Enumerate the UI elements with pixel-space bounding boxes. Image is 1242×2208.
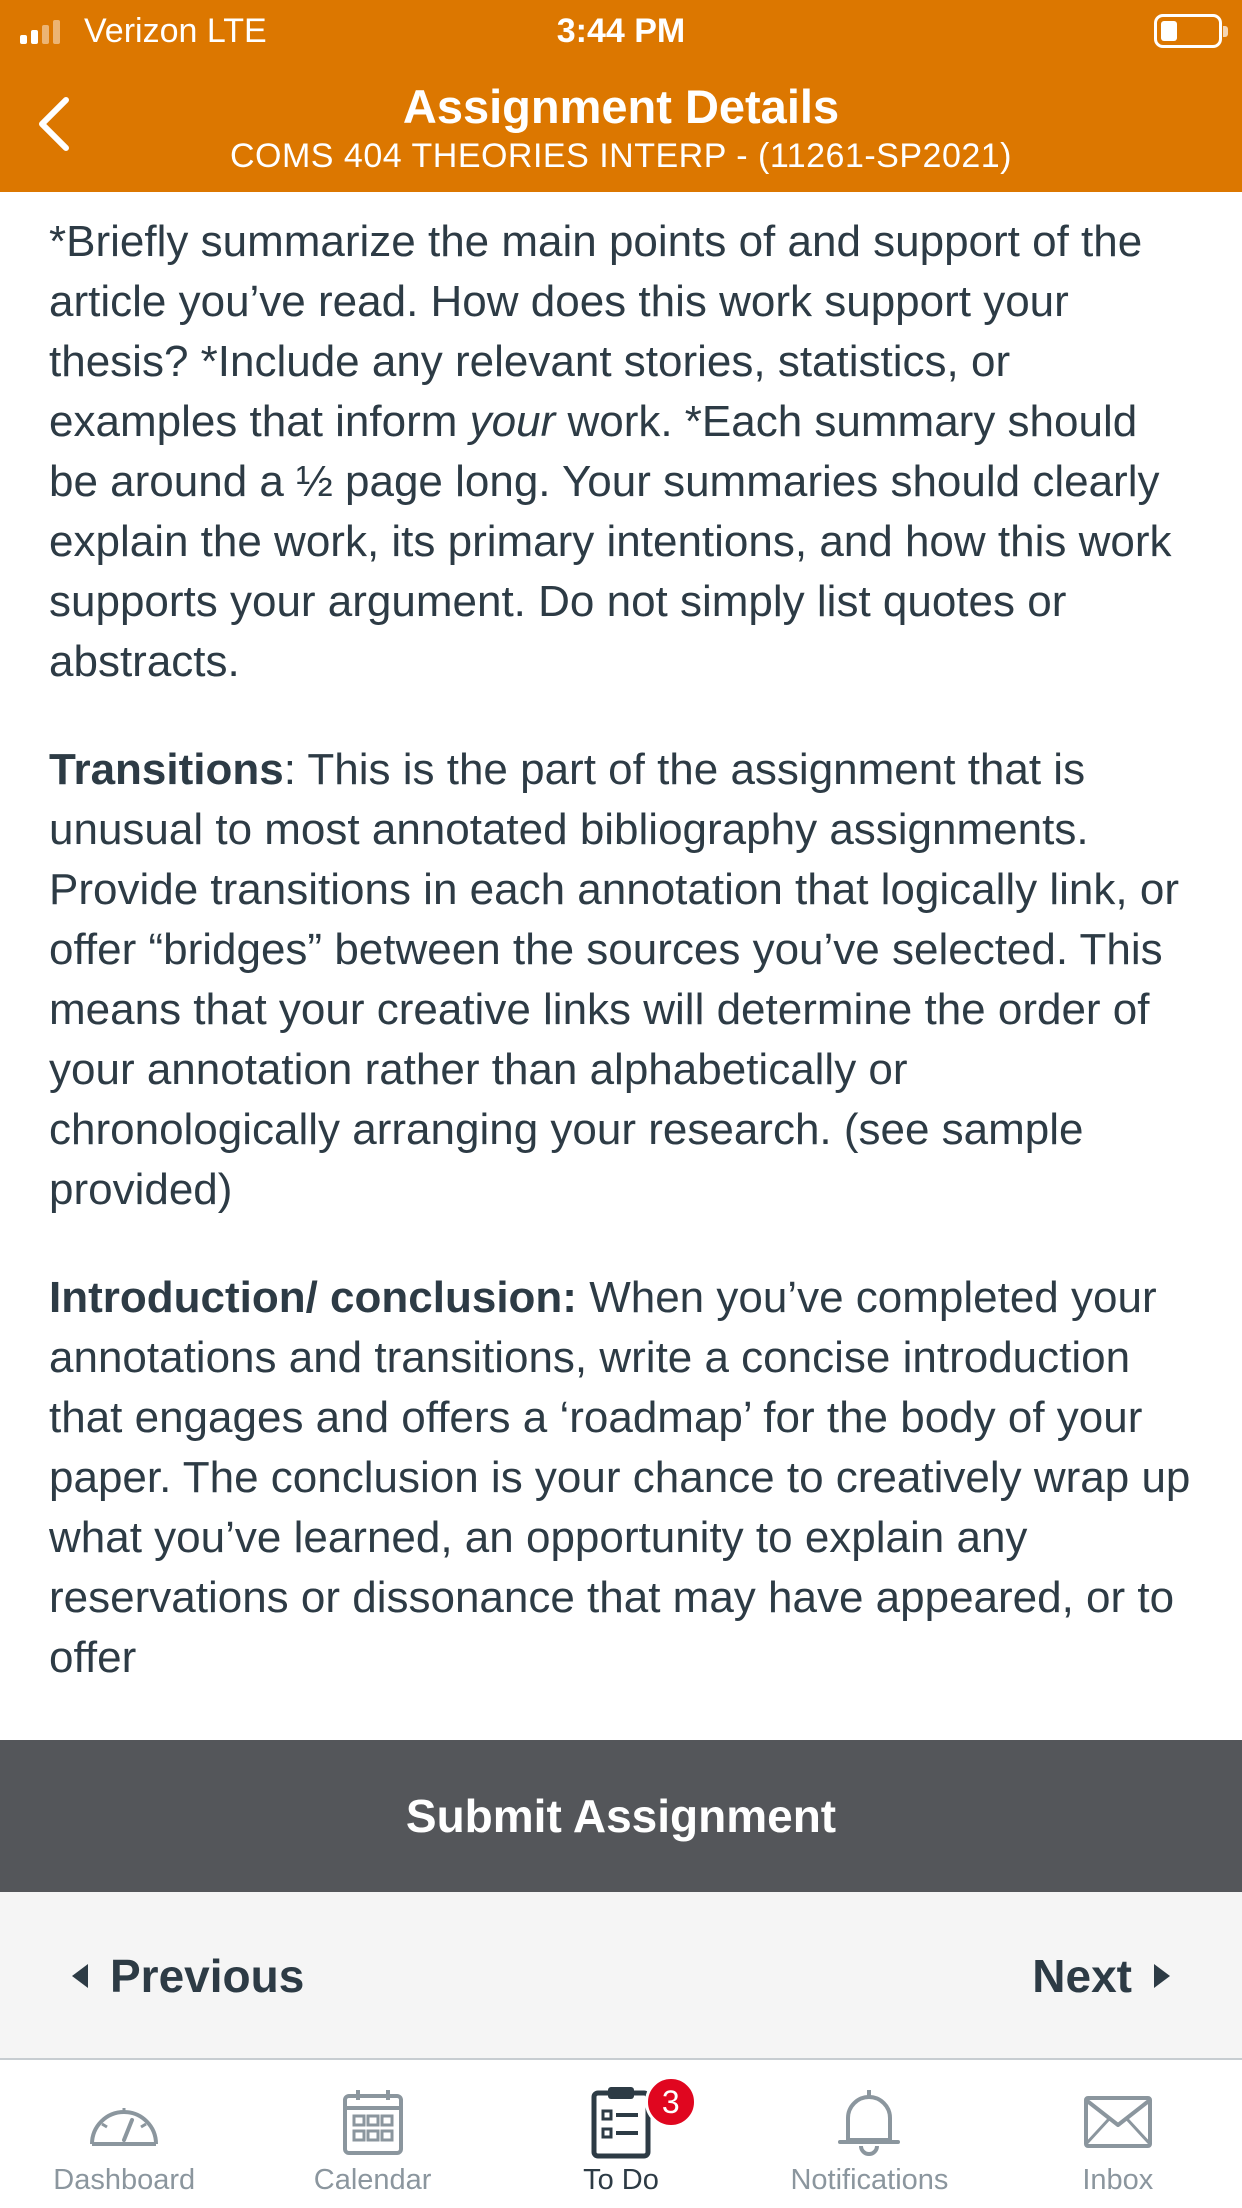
- summary-text-b: work. *Each summary should be around a ½ page long. Your summaries should clearly explain the work, its primary intentions, and how this work supports your argument. Do not simply list quotes or abstracts.: [49, 397, 1172, 686]
- summary-emphasis: your: [469, 397, 556, 446]
- summary-paragraph: [49, 212, 1194, 692]
- status-time: 3:44 PM: [556, 12, 686, 50]
- bell-icon: [836, 2086, 902, 2158]
- dashboard-gauge-icon: [86, 2094, 162, 2150]
- intro-conclusion-heading: Introduction/ conclusion:: [49, 1273, 577, 1322]
- intro-conclusion-paragraph: [49, 1268, 1194, 1688]
- submit-assignment-button[interactable]: [0, 1740, 1242, 1892]
- todo-count-badge: 3: [645, 2076, 697, 2128]
- tab-todo[interactable]: [497, 2062, 745, 2208]
- next-button[interactable]: [1032, 1940, 1170, 2012]
- app-header: [0, 0, 1242, 192]
- tab-notifications[interactable]: [745, 2062, 993, 2208]
- transitions-heading: Transitions: [49, 745, 284, 794]
- assignment-description: [0, 192, 1242, 1740]
- tab-calendar[interactable]: [248, 2062, 496, 2208]
- tab-inbox-label: Inbox: [1082, 2164, 1154, 2196]
- tab-dashboard-label: Dashboard: [53, 2164, 196, 2196]
- caret-left-icon: [72, 1964, 88, 1988]
- battery-icon: [1154, 14, 1222, 48]
- next-label: Next: [1032, 1950, 1132, 2002]
- tab-inbox[interactable]: [994, 2062, 1242, 2208]
- tab-bar: [0, 2062, 1242, 2208]
- tab-dashboard[interactable]: [0, 2062, 248, 2208]
- tab-notifications-label: Notifications: [790, 2164, 949, 2196]
- submit-assignment-label: Submit Assignment: [405, 1790, 837, 1842]
- page-title: Assignment Details: [402, 80, 840, 133]
- previous-label: Previous: [110, 1950, 305, 2002]
- carrier-label: Verizon LTE: [84, 12, 267, 50]
- summary-text-a: *Briefly summarize the main points of and support of the article you’ve read. How does this work support your thesis? *Include any relevant stories, statistics, or examples that inform: [49, 217, 1143, 446]
- transitions-text: : This is the part of the assignment that is unusual to most annotated bibliography assignments. Provide transitions in each annotation that logically link, or offer “bridges” between the sources you’ve selected. This means that your creative links will determine the order of your annotation rather than alphabetically or chronologically arranging your research. (see sample provided): [49, 745, 1179, 1214]
- caret-right-icon: [1154, 1964, 1170, 1988]
- envelope-icon: [1083, 2095, 1153, 2149]
- transitions-paragraph: [49, 740, 1194, 1220]
- tab-todo-label: To Do: [583, 2164, 659, 2196]
- status-bar: [0, 0, 1242, 62]
- course-subtitle: COMS 404 THEORIES INTERP - (11261-SP2021): [229, 137, 1012, 175]
- tab-calendar-label: Calendar: [313, 2164, 432, 2196]
- calendar-icon: [342, 2088, 404, 2156]
- intro-conclusion-text: When you’ve completed your annotations and transitions, write a concise introduction that engages and offers a ‘roadmap’ for the body of your paper. The conclusion is your chance to creatively wrap up what you’ve learned, an opportunity to explain any reservations or dissonance that may have appeared, or to offer: [49, 1273, 1191, 1682]
- previous-button[interactable]: [72, 1940, 304, 2012]
- assignment-pager: [0, 1892, 1242, 2060]
- clipboard-todo-icon: [590, 2085, 652, 2159]
